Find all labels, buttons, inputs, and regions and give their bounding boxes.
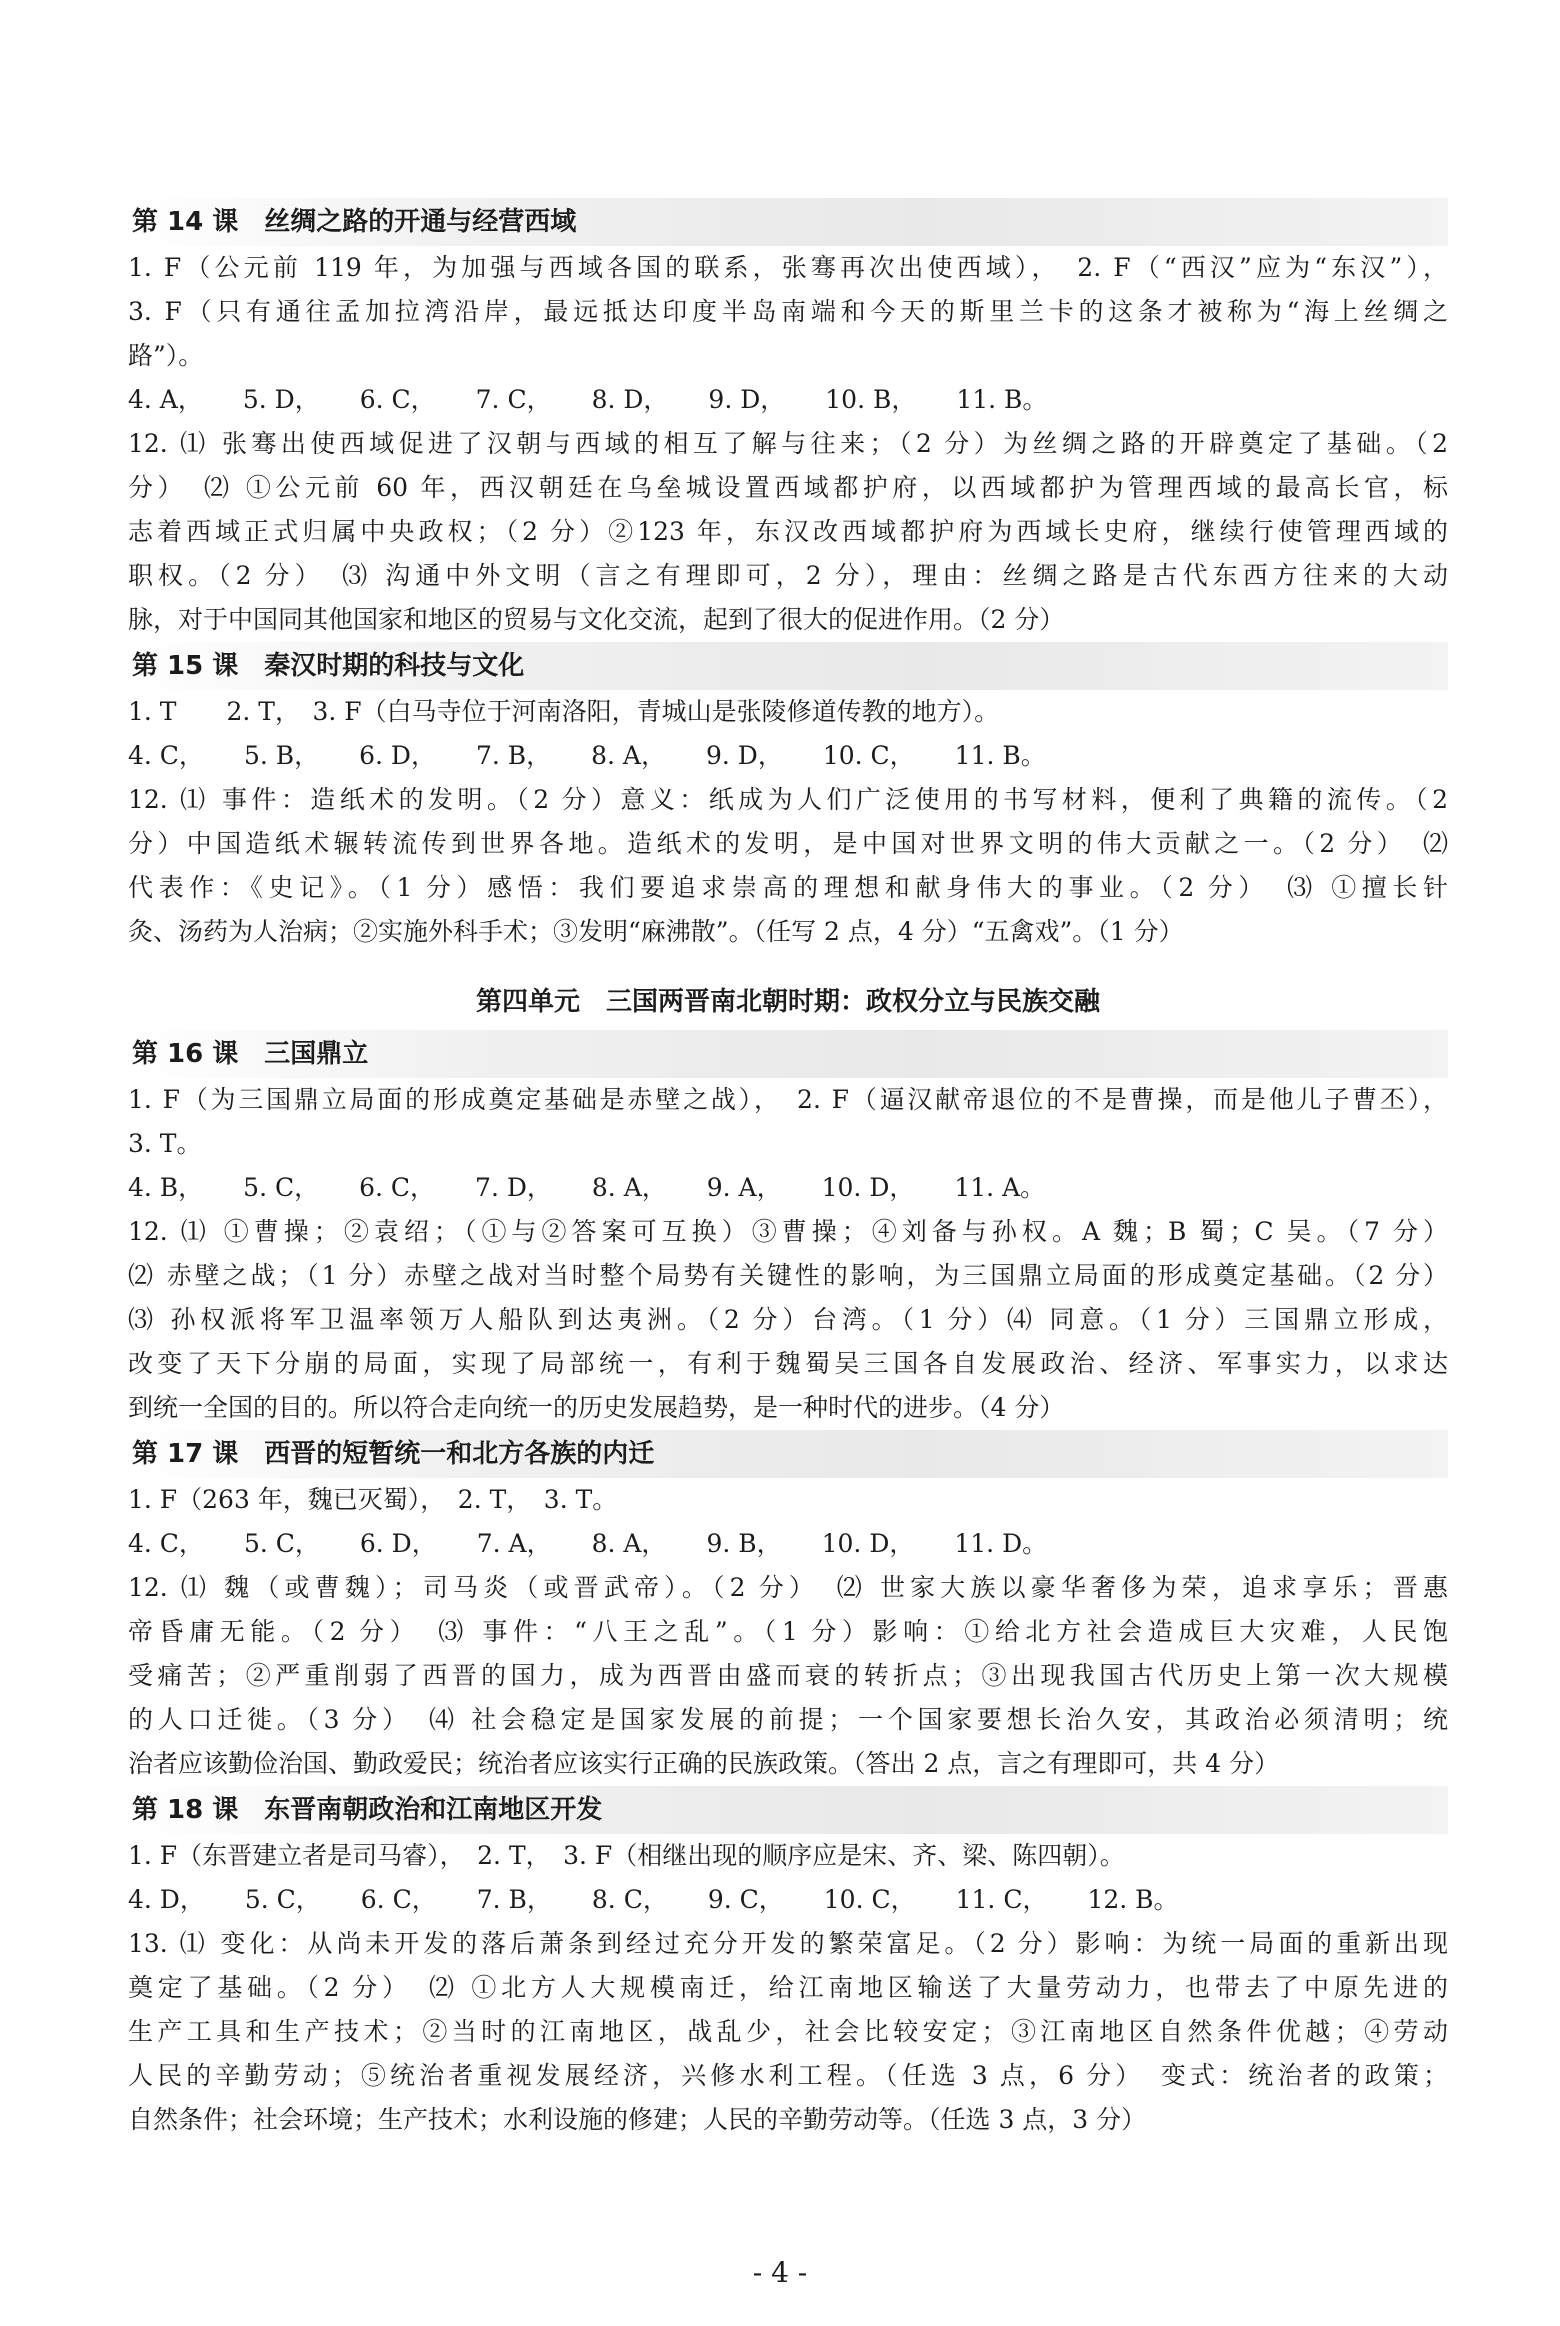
answer-line: 改变了天下分崩的局面，实现了局部统一，有利于魏蜀吴三国各自发展政治、经济、军事实力，以求达 — [128, 1349, 1448, 1378]
answer-line: 奠定了基础。（2 分） ⑵ ①北方人大规模南迁，给江南地区输送了大量劳动力，也带去了中原先进的 — [128, 1973, 1448, 2002]
answer-line: 1. F（东晋建立者是司马睿）， 2. T， 3. F（相继出现的顺序应是宋、齐、梁、陈四朝）。 — [128, 1841, 1125, 1870]
choice-answer: 11. C， — [955, 1885, 1048, 1914]
answer-line: 受痛苦；②严重削弱了西晋的国力，成为西晋由盛而衰的转折点；③出现我国古代历史上第一次大规模 — [128, 1661, 1448, 1690]
choice-answer: 11. A。 — [954, 1173, 1046, 1202]
choice-answer: 5. D， — [242, 385, 320, 414]
choice-answer: 4. C， — [128, 741, 204, 770]
choice-answer: 10. C， — [823, 1885, 916, 1914]
choice-answer: 8. D， — [591, 385, 669, 414]
choice-answer: 7. A， — [476, 1529, 552, 1558]
choice-answer: 6. C， — [359, 385, 436, 414]
choice-answer: 10. D， — [821, 1173, 915, 1202]
choice-answer: 6. C， — [359, 1173, 436, 1202]
answer-line: 12. ⑴ 张骞出使西域促进了汉朝与西域的相互了解与往来；（2 分）为丝绸之路的开辟奠定了基础。（2 — [128, 429, 1448, 458]
answer-line: 13. ⑴ 变化：从尚未开发的落后萧条到经过充分开发的繁荣富足。（2 分）影响：为统一局面的重新出现 — [128, 1929, 1448, 1958]
unit-title: 第四单元 三国两晋南北朝时期：政权分立与民族交融 — [475, 987, 1100, 1017]
choice-answer: 11. B。 — [954, 741, 1046, 770]
answer-line: 志着西域正式归属中央政权；（2 分）②123 年，东汉改西域都护府为西域长史府，继续行使管理西域的 — [128, 517, 1448, 546]
lesson-title: 第 16 课 三国鼎立 — [128, 1030, 1448, 1078]
page-number: - 4 - — [752, 2256, 808, 2289]
choice-answer: 5. C， — [244, 1885, 321, 1914]
answer-line: 脉，对于中国同其他国家和地区的贸易与文化交流，起到了很大的促进作用。（2 分） — [128, 605, 1065, 634]
choice-answer: 8. A， — [591, 1529, 667, 1558]
answer-line: 职权。（2 分） ⑶ 沟通中外文明（言之有理即可，2 分），理由：丝绸之路是古代东西方往来的大动 — [128, 561, 1448, 590]
choice-answer: 8. C， — [591, 1885, 668, 1914]
answer-line: 灸、汤药为人治病；②实施外科手术；③发明“麻沸散”。（任写 2 点，4 分）“五禽戏”。（1 分） — [128, 917, 1184, 946]
choice-answer: 8. A， — [591, 1173, 667, 1202]
answer-line: 1. F（263 年，魏已灭蜀）， 2. T， 3. T。 — [128, 1485, 618, 1514]
answer-line: 的人口迁徙。（3 分） ⑷ 社会稳定是国家发展的前提；一个国家要想长治久安，其政治必须清明；统 — [128, 1705, 1448, 1734]
choice-answer: 9. B， — [706, 1529, 782, 1558]
answer-line: 治者应该勤俭治国、勤政爱民；统治者应该实行正确的民族政策。（答出 2 点，言之有理即可，共 4 分） — [128, 1749, 1280, 1778]
answer-line: 1. F（公元前 119 年，为加强与西域各国的联系，张骞再次出使西域）， 2. F（“西汉”应为“东汉”）， — [128, 253, 1448, 282]
answer-line: ⑵ 赤壁之战；（1 分）赤壁之战对当时整个局势有关键性的影响，为三国鼎立局面的形成奠定基础。（2 分） — [128, 1261, 1448, 1290]
answer-line: 人民的辛勤劳动；⑤统治者重视发展经济，兴修水利工程。（任选 3 点，6 分） 变式：统治者的政策； — [128, 2061, 1448, 2090]
lesson-title: 第 17 课 西晋的短暂统一和北方各族的内迁 — [128, 1430, 1448, 1478]
choice-answer: 6. C， — [360, 1885, 437, 1914]
answer-line: 到统一全国的目的。所以符合走向统一的历史发展趋势，是一种时代的进步。（4 分） — [128, 1393, 1065, 1422]
choice-answers — [128, 1166, 1448, 1210]
lesson-title: 第 14 课 丝绸之路的开通与经营西域 — [128, 198, 1448, 246]
answer-line: 3. F（只有通往孟加拉湾沿岸，最远抵达印度半岛南端和今天的斯里兰卡的这条才被称为“海上丝绸之 — [128, 297, 1448, 326]
answer-line: 3. T。 — [128, 1129, 202, 1158]
choice-answer: 5. C， — [243, 1173, 320, 1202]
choice-answers — [128, 1878, 1448, 1922]
choice-answer: 10. D， — [821, 1529, 915, 1558]
answer-line: 1. T 2. T， 3. F（白马寺位于河南洛阳，青城山是张陵修道传教的地方）。 — [128, 697, 1000, 726]
answer-line: 12. ⑴ 魏（或曹魏）；司马炎（或晋武帝）。（2 分） ⑵ 世家大族以豪华奢侈为荣，追求享乐；晋惠 — [128, 1573, 1448, 1602]
choice-answer: 11. D。 — [954, 1529, 1048, 1558]
choice-answer: 8. A， — [591, 741, 666, 770]
answer-content — [128, 198, 1448, 2142]
choice-answer: 4. D， — [128, 1885, 205, 1914]
choice-answers — [128, 734, 1448, 778]
choice-answer: 4. B， — [128, 1173, 204, 1202]
answer-line: 代表作：《史记》。（1 分）感悟：我们要追求崇高的理想和献身伟大的事业。（2 分） ⑶ ①擅长针 — [128, 873, 1448, 902]
answer-line: 自然条件；社会环境；生产技术；水利设施的修建；人民的辛勤劳动等。（任选 3 点，3 分） — [128, 2105, 1147, 2134]
choice-answer: 5. B， — [243, 741, 320, 770]
choice-answer: 9. D， — [705, 741, 783, 770]
choice-answer: 7. C， — [475, 385, 552, 414]
answer-line: 12. ⑴ ①曹操；②袁绍；（①与②答案可互换）③曹操；④刘备与孙权。A 魏；B 蜀；C 吴。（7 分） — [128, 1217, 1448, 1246]
choice-answer: 11. B。 — [956, 385, 1048, 414]
choice-answer: 4. A， — [128, 385, 203, 414]
choice-answer: 6. D， — [359, 1529, 437, 1558]
choice-answer: 9. A， — [706, 1173, 782, 1202]
answer-line: 帝昏庸无能。（2 分） ⑶ 事件：“八王之乱”。（1 分）影响：①给北方社会造成巨大灾难，人民饱 — [128, 1617, 1448, 1646]
choice-answer: 5. C， — [243, 1529, 320, 1558]
answer-line: 分）中国造纸术辗转流传到世界各地。造纸术的发明，是中国对世界文明的伟大贡献之一。（2 分） ⑵ — [128, 829, 1448, 858]
choice-answer: 9. C， — [707, 1885, 784, 1914]
answer-line: ⑶ 孙权派将军卫温率领万人船队到达夷洲。（2 分）台湾。（1 分）⑷ 同意。（1 分）三国鼎立形成， — [128, 1305, 1448, 1334]
choice-answer: 10. B， — [825, 385, 917, 414]
lesson-title: 第 15 课 秦汉时期的科技与文化 — [128, 642, 1448, 690]
choice-answer: 7. D， — [475, 1173, 552, 1202]
choice-answer: 4. C， — [128, 1529, 204, 1558]
answer-line: 分） ⑵ ①公元前 60 年，西汉朝廷在乌垒城设置西域都护府，以西域都护为管理西域的最高长官，标 — [128, 473, 1448, 502]
choice-answer: 12. B。 — [1087, 1885, 1179, 1914]
choice-answer: 6. D， — [359, 741, 436, 770]
answer-line: 生产工具和生产技术；②当时的江南地区，战乱少，社会比较安定；③江南地区自然条件优越；④劳动 — [128, 2017, 1448, 2046]
choice-answer: 7. B， — [476, 1885, 552, 1914]
choice-answer: 10. C， — [822, 741, 915, 770]
answer-line: 1. F（为三国鼎立局面的形成奠定基础是赤壁之战）， 2. F（逼汉献帝退位的不是曹操，而是他儿子曹丕）， — [128, 1085, 1448, 1114]
choice-answers — [128, 1522, 1448, 1566]
choice-answer: 7. B， — [475, 741, 552, 770]
answer-line: 路”）。 — [128, 341, 204, 370]
lesson-title: 第 18 课 东晋南朝政治和江南地区开发 — [128, 1786, 1448, 1834]
choice-answer: 9. D， — [708, 385, 786, 414]
answer-line: 12. ⑴ 事件：造纸术的发明。（2 分）意义：纸成为人们广泛使用的书写材料，便利了典籍的流传。（2 — [128, 785, 1448, 814]
choice-answers — [128, 378, 1448, 422]
